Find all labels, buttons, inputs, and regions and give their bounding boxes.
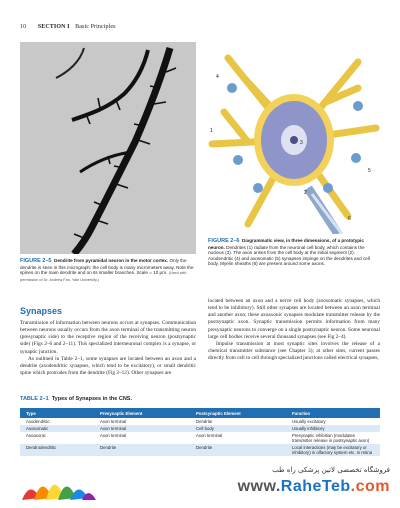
url-main: RaheTeb (280, 478, 351, 495)
watermark-site-name: فروشگاه تخصصی لاتین پزشکی راه طب (272, 466, 390, 474)
column-header: Function (286, 408, 380, 418)
cell: Dendrite (94, 444, 190, 456)
callout-5: 5 (368, 168, 371, 174)
table-row (20, 425, 380, 432)
cell: Axon terminal (94, 425, 190, 432)
callout-2: 2 (304, 190, 307, 196)
paragraph: Impulse transmission at most synaptic sites involves the release of a chemical transmitter substance (see Chapter 3); at other sites, current passes directly from cell to cell through specialized junctions called electrical synapses, (208, 340, 380, 362)
column-header: Postsynaptic Element (190, 408, 286, 418)
figure-credit: (Used with permission of Dr. Andrew Fan, Yale University.) (20, 271, 187, 282)
section-title: Basic Principles (75, 24, 116, 30)
section-label: SECTION I (37, 24, 70, 30)
table-header-row (20, 408, 380, 418)
cell: Axon terminal (100, 433, 127, 438)
watermark-url[interactable] (238, 478, 390, 496)
paragraph: As outlined in Table 2–1, some synapses are located between an axon and a dendrite (axodendritic synapses, which tend to be excitatory), or small dendritic spine which protrudes from the dendrite (Fig 2–12). Other synapses are (20, 355, 196, 377)
callout-3: 3 (300, 140, 303, 146)
column-header: Type (20, 408, 94, 418)
table-title-text: Types of Synapses in the CNS. (51, 396, 132, 402)
books-logo-icon (18, 460, 98, 504)
figure-title: Dendrite from pyramidal neuron in the motor cortex. (54, 258, 169, 263)
figure-text: Only the dendrite is seen in this micrograph; the cell body is many micrometers away. Note the spines on the main dendrite and on its smaller branches. Scale = 10 μm. (20, 258, 194, 276)
neuron-diagram (208, 48, 380, 234)
body-column-left (20, 320, 196, 377)
paragraph: Transmission of information between neurons occurs at synapses. Communication between neurons usually occurs from the axon terminal of the transmitting neuron (presynaptic side) to the receptive region of the receiving neuron (postsynaptic side) (Figs 2–6 and 2–11). This specialized interneuronal complex is a synapse, or synaptic junction. (20, 320, 196, 355)
paragraph: located between an axon and a nerve cell body (axosomatic synapses, which tend to be inhibitory). Still other synapses are located between an axon terminal and another axon; these axoaxonic synapses modulate transmitter release by the postsynaptic axon. Synaptic transmission permits information from many presynaptic neurons to converge on a single postsynaptic neuron. Some neuronal large cell bodies receive several thousand synapses (see Fig 2–4). (208, 298, 380, 340)
cell: Cell body (190, 425, 286, 432)
cell: Dendrite (190, 444, 286, 456)
cell: Usually inhibitory (286, 425, 380, 432)
cell: Local interactions (may be excitatory or inhibitory) in olfactory system etc. in retina (286, 444, 380, 456)
cell: Usually excitatory (292, 419, 326, 424)
figure-title: Diagrammatic view, in three dimensions, of a prototypic neuron. (208, 238, 364, 250)
figure-text: Dendrites (1) radiate from the neuronal cell body, which contains the nucleus (3). The axon arises from the cell body at the initial segment (2). Axodendritic (4) and axosomatic (5) synapses impinge on the dendrites and cell body. Myelin sheaths (6) are present around some axons. (208, 244, 370, 267)
url-prefix: www. (237, 478, 281, 495)
section-heading: Synapses (20, 306, 63, 316)
cell: Axosomatic (20, 425, 94, 432)
synapse-types-table (20, 408, 380, 456)
cell: Dendrodendritic (20, 444, 94, 456)
cell: Axodendritic (26, 419, 50, 424)
body-column-right (208, 298, 380, 362)
cell: Axoaxonic (26, 433, 46, 438)
figure-2-5-caption (20, 258, 196, 283)
cell: Axon terminal (196, 433, 223, 438)
callout-6: 6 (348, 216, 351, 222)
table-row (20, 444, 380, 456)
table-title (20, 396, 132, 402)
table-row (20, 418, 380, 425)
callout-4: 4 (216, 74, 219, 80)
cell: Presynaptic inhibition (modulates transmitter release in postsynaptic axon) (292, 433, 370, 443)
table-row (20, 432, 380, 444)
url-suffix: .com (350, 478, 390, 495)
figure-label: FIGURE 2–6 (208, 238, 240, 244)
page-number: 10 (20, 24, 27, 30)
figure-label: FIGURE 2–5 (20, 258, 52, 264)
running-header (20, 24, 116, 30)
column-header: Presynaptic Element (94, 408, 190, 418)
cell: Dendrite (196, 419, 213, 424)
table-label: TABLE 2–1 (20, 396, 49, 402)
dendrite-micrograph (20, 42, 196, 254)
figure-2-6-caption (208, 238, 380, 267)
cell: Axon terminal (100, 419, 127, 424)
callout-1: 1 (210, 128, 213, 134)
